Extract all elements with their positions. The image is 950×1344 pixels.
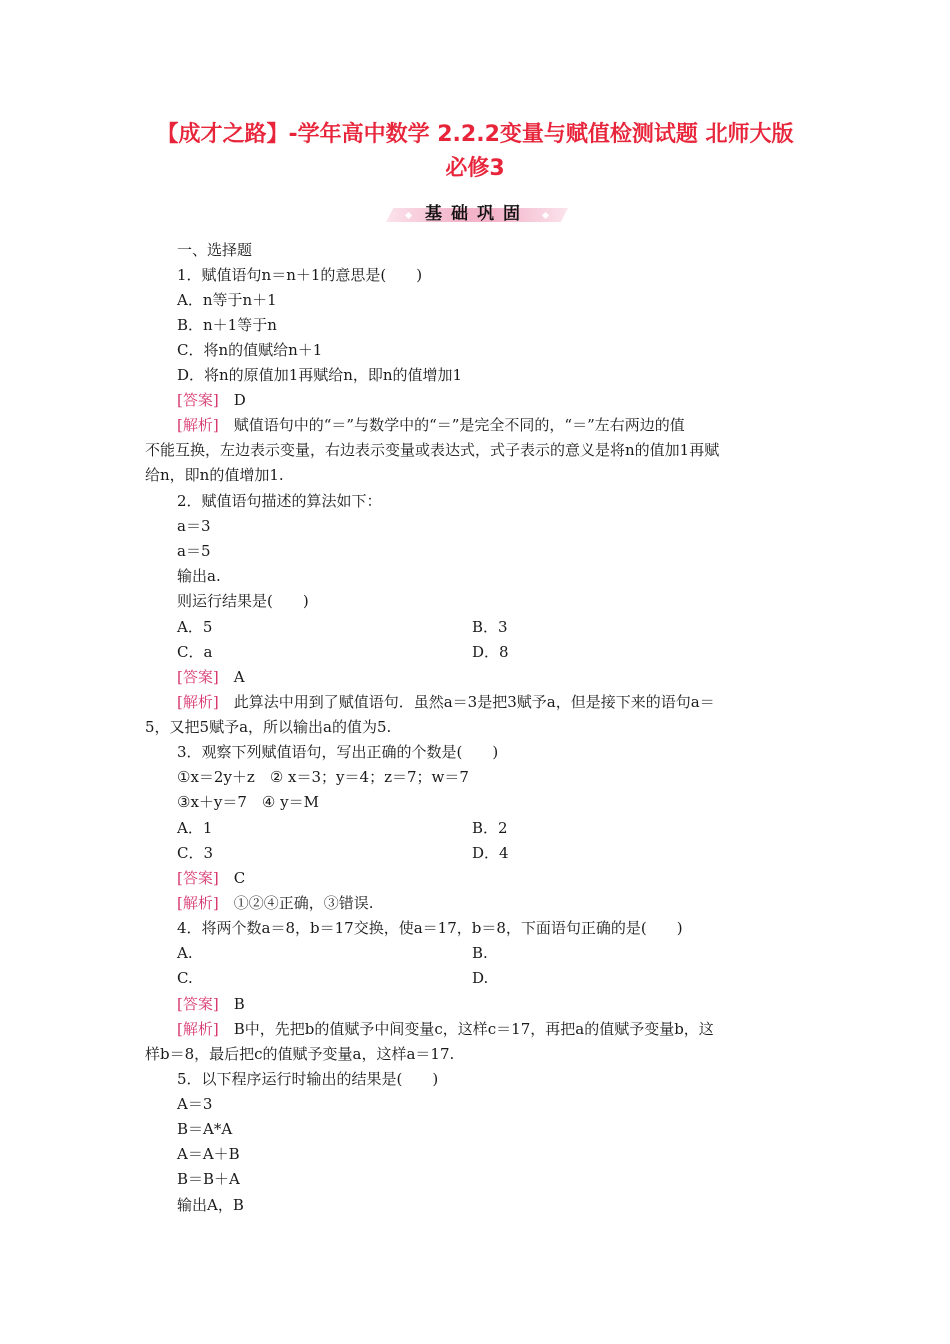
analysis-label: [解析] bbox=[177, 693, 219, 711]
question-3-option-d: D．4 bbox=[472, 844, 509, 862]
question-1-analysis-line: 不能互换，左边表示变量，右边表示变量或表达式，式子表示的意义是将n的值加1再赋 bbox=[145, 441, 720, 459]
question-3-items: ③x＋y＝7 ④ y＝M bbox=[177, 793, 319, 811]
question-4-analysis-line bbox=[177, 1019, 714, 1039]
question-2-stem: 2．赋值语句描述的算法如下： bbox=[177, 492, 382, 510]
document-title-line-1: 【成才之路】-学年高中数学 2.2.2变量与赋值检测试题 北师大版 bbox=[156, 122, 794, 147]
question-3-analysis-line bbox=[177, 893, 374, 913]
question-3-option-a: A．1 bbox=[177, 819, 213, 837]
question-1-analysis-line: 给n，即n的值增加1. bbox=[145, 466, 284, 484]
question-4-analysis-line: 样b＝8，最后把c的值赋予变量a，这样a＝17. bbox=[145, 1045, 455, 1063]
question-2-code-line: 输出a. bbox=[177, 567, 221, 585]
question-5-code-line: 输出A，B bbox=[177, 1196, 244, 1214]
question-2-option-b: B．3 bbox=[472, 618, 508, 636]
answer-value: C bbox=[233, 869, 246, 887]
answer-label: [答案] bbox=[177, 668, 219, 686]
question-3-stem: 3．观察下列赋值语句，写出正确的个数是( ) bbox=[177, 743, 499, 761]
analysis-label: [解析] bbox=[177, 894, 219, 912]
answer-value: B bbox=[233, 995, 245, 1013]
analysis-text: ①②④正确，③错误. bbox=[233, 894, 374, 912]
question-5-code-line: A＝A＋B bbox=[177, 1145, 240, 1163]
question-2-option-a: A．5 bbox=[177, 618, 213, 636]
question-3-items: ①x＝2y＋z ② x＝3；y＝4；z＝7；w＝7 bbox=[177, 768, 469, 786]
analysis-label: [解析] bbox=[177, 1020, 219, 1038]
document-title-line-2: 必修3 bbox=[445, 156, 505, 181]
question-3-answer bbox=[177, 868, 245, 888]
question-1-answer bbox=[177, 390, 246, 410]
question-1-option-c: C．将n的值赋给n＋1 bbox=[177, 341, 323, 359]
question-2-analysis-line: 5，又把5赋予a，所以输出a的值为5. bbox=[145, 718, 392, 736]
question-5-code-line: B＝A*A bbox=[177, 1120, 233, 1138]
analysis-text: 此算法中用到了赋值语句．虽然a＝3是把3赋予a，但是接下来的语句a＝ bbox=[233, 693, 715, 711]
question-4-option-c: C. bbox=[177, 969, 193, 987]
question-4-option-b: B. bbox=[472, 944, 488, 962]
analysis-label: [解析] bbox=[177, 416, 219, 434]
question-5-code-line: B＝B＋A bbox=[177, 1170, 240, 1188]
section-heading: 一、选择题 bbox=[177, 241, 253, 259]
question-5-code-line: A＝3 bbox=[177, 1095, 213, 1113]
question-2-analysis-line bbox=[177, 692, 715, 712]
question-2-option-c: C．a bbox=[177, 643, 213, 661]
analysis-text: 赋值语句中的“＝”与数学中的“＝”是完全不同的，“＝”左右两边的值 bbox=[233, 416, 685, 434]
answer-value: A bbox=[233, 668, 245, 686]
question-1-option-a: A．n等于n＋1 bbox=[177, 291, 277, 309]
question-1-analysis-line bbox=[177, 415, 685, 435]
question-2-answer bbox=[177, 667, 245, 687]
answer-label: [答案] bbox=[177, 869, 219, 887]
answer-value: D bbox=[233, 391, 246, 409]
answer-label: [答案] bbox=[177, 391, 219, 409]
question-1-option-d: D．将n的原值加1再赋给n，即n的值增加1 bbox=[177, 366, 463, 384]
question-3-option-b: B．2 bbox=[472, 819, 508, 837]
analysis-text: B中，先把b的值赋予中间变量c，这样c＝17，再把a的值赋予变量b，这 bbox=[233, 1020, 714, 1038]
question-2-prompt: 则运行结果是( ) bbox=[177, 592, 309, 610]
question-4-option-a: A. bbox=[177, 944, 193, 962]
question-3-option-c: C．3 bbox=[177, 844, 214, 862]
question-4-answer bbox=[177, 994, 245, 1014]
question-5-stem: 5．以下程序运行时输出的结果是( ) bbox=[177, 1070, 439, 1088]
question-2-option-d: D．8 bbox=[472, 643, 509, 661]
question-1-option-b: B．n＋1等于n bbox=[177, 316, 277, 334]
question-2-code-line: a＝5 bbox=[177, 542, 211, 560]
question-4-option-d: D. bbox=[472, 969, 489, 987]
answer-label: [答案] bbox=[177, 995, 219, 1013]
question-1-stem: 1．赋值语句n＝n＋1的意思是( ) bbox=[177, 266, 423, 284]
question-4-stem: 4．将两个数a＝8，b＝17交换，使a＝17，b＝8，下面语句正确的是( ) bbox=[177, 919, 683, 937]
question-2-code-line: a＝3 bbox=[177, 517, 211, 535]
section-banner-text: 基础巩固 bbox=[425, 204, 529, 224]
section-banner bbox=[386, 202, 568, 228]
